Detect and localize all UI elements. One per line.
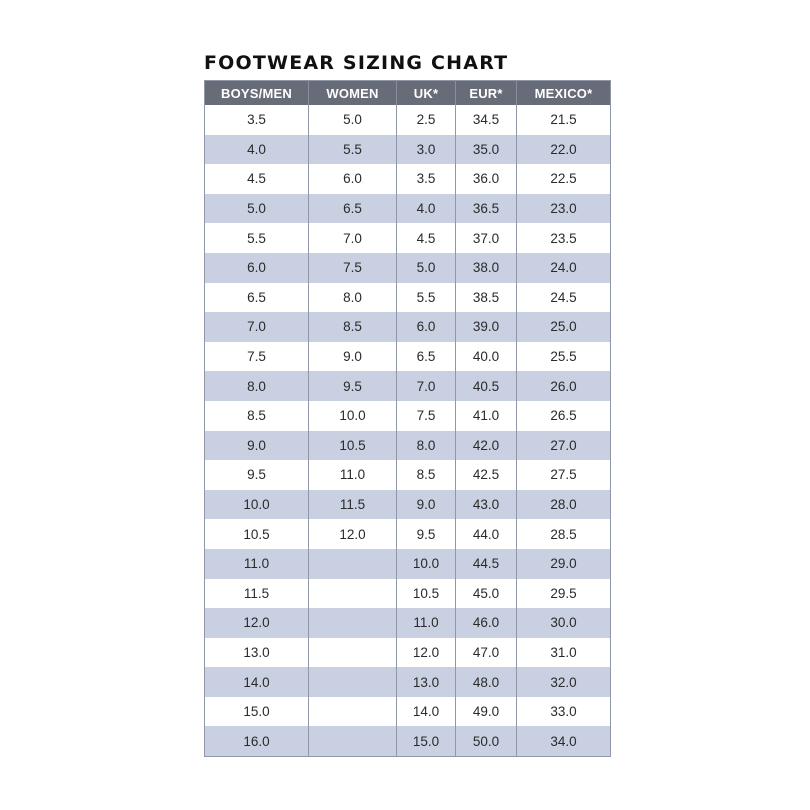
cell-eur: 39.0 <box>456 312 517 342</box>
cell-mexico: 28.0 <box>517 490 611 520</box>
cell-mexico: 25.5 <box>517 342 611 372</box>
cell-uk: 10.5 <box>397 579 456 609</box>
cell-eur: 34.5 <box>456 105 517 135</box>
cell-boys-men: 6.0 <box>205 253 309 283</box>
cell-women: 12.0 <box>309 519 397 549</box>
table-body <box>205 105 611 757</box>
cell-eur: 50.0 <box>456 726 517 756</box>
cell-women <box>309 549 397 579</box>
table-row <box>205 283 611 313</box>
cell-uk: 3.0 <box>397 135 456 165</box>
cell-uk: 9.5 <box>397 519 456 549</box>
cell-boys-men: 8.5 <box>205 401 309 431</box>
cell-eur: 37.0 <box>456 223 517 253</box>
table-row <box>205 549 611 579</box>
cell-mexico: 23.5 <box>517 223 611 253</box>
cell-women: 9.0 <box>309 342 397 372</box>
cell-women <box>309 726 397 756</box>
cell-women: 7.0 <box>309 223 397 253</box>
cell-women: 8.5 <box>309 312 397 342</box>
cell-women: 6.0 <box>309 164 397 194</box>
cell-boys-men: 15.0 <box>205 697 309 727</box>
table-row <box>205 164 611 194</box>
cell-boys-men: 8.0 <box>205 371 309 401</box>
table-row <box>205 667 611 697</box>
cell-uk: 5.5 <box>397 283 456 313</box>
cell-uk: 6.5 <box>397 342 456 372</box>
cell-boys-men: 3.5 <box>205 105 309 135</box>
cell-boys-men: 13.0 <box>205 638 309 668</box>
cell-mexico: 24.0 <box>517 253 611 283</box>
cell-uk: 3.5 <box>397 164 456 194</box>
cell-women: 11.5 <box>309 490 397 520</box>
cell-women: 9.5 <box>309 371 397 401</box>
cell-uk: 8.0 <box>397 431 456 461</box>
cell-eur: 35.0 <box>456 135 517 165</box>
cell-uk: 13.0 <box>397 667 456 697</box>
table-row <box>205 579 611 609</box>
cell-women <box>309 579 397 609</box>
cell-mexico: 23.0 <box>517 194 611 224</box>
cell-mexico: 26.0 <box>517 371 611 401</box>
cell-uk: 11.0 <box>397 608 456 638</box>
cell-women <box>309 667 397 697</box>
table-row <box>205 135 611 165</box>
column-header-boys-men: BOYS/MEN <box>205 81 309 106</box>
cell-boys-men: 7.5 <box>205 342 309 372</box>
cell-boys-men: 12.0 <box>205 608 309 638</box>
cell-mexico: 30.0 <box>517 608 611 638</box>
cell-uk: 5.0 <box>397 253 456 283</box>
table-row <box>205 460 611 490</box>
table-row <box>205 312 611 342</box>
column-header-uk: UK* <box>397 81 456 106</box>
cell-boys-men: 11.0 <box>205 549 309 579</box>
cell-boys-men: 4.0 <box>205 135 309 165</box>
cell-boys-men: 4.5 <box>205 164 309 194</box>
cell-eur: 42.0 <box>456 431 517 461</box>
cell-women <box>309 697 397 727</box>
table-row <box>205 431 611 461</box>
cell-eur: 38.0 <box>456 253 517 283</box>
table-row <box>205 371 611 401</box>
cell-mexico: 32.0 <box>517 667 611 697</box>
cell-uk: 8.5 <box>397 460 456 490</box>
table-row <box>205 342 611 372</box>
cell-uk: 15.0 <box>397 726 456 756</box>
header-row <box>205 81 611 106</box>
cell-mexico: 25.0 <box>517 312 611 342</box>
cell-women: 8.0 <box>309 283 397 313</box>
cell-women: 10.0 <box>309 401 397 431</box>
cell-boys-men: 7.0 <box>205 312 309 342</box>
cell-mexico: 22.5 <box>517 164 611 194</box>
chart-title: FOOTWEAR SIZING CHART <box>204 52 509 74</box>
cell-eur: 36.0 <box>456 164 517 194</box>
cell-mexico: 29.0 <box>517 549 611 579</box>
cell-boys-men: 16.0 <box>205 726 309 756</box>
cell-mexico: 29.5 <box>517 579 611 609</box>
cell-boys-men: 9.0 <box>205 431 309 461</box>
cell-uk: 6.0 <box>397 312 456 342</box>
cell-mexico: 31.0 <box>517 638 611 668</box>
table-row <box>205 519 611 549</box>
cell-boys-men: 5.5 <box>205 223 309 253</box>
cell-women <box>309 638 397 668</box>
cell-uk: 2.5 <box>397 105 456 135</box>
cell-uk: 9.0 <box>397 490 456 520</box>
table-row <box>205 638 611 668</box>
cell-mexico: 22.0 <box>517 135 611 165</box>
cell-mexico: 34.0 <box>517 726 611 756</box>
cell-mexico: 27.5 <box>517 460 611 490</box>
column-header-mexico: MEXICO* <box>517 81 611 106</box>
cell-boys-men: 6.5 <box>205 283 309 313</box>
column-header-women: WOMEN <box>309 81 397 106</box>
cell-uk: 12.0 <box>397 638 456 668</box>
cell-uk: 10.0 <box>397 549 456 579</box>
table-row <box>205 726 611 756</box>
cell-eur: 44.0 <box>456 519 517 549</box>
cell-eur: 45.0 <box>456 579 517 609</box>
cell-women: 10.5 <box>309 431 397 461</box>
table-row <box>205 253 611 283</box>
cell-boys-men: 5.0 <box>205 194 309 224</box>
cell-women: 5.0 <box>309 105 397 135</box>
cell-uk: 14.0 <box>397 697 456 727</box>
cell-uk: 4.5 <box>397 223 456 253</box>
cell-mexico: 24.5 <box>517 283 611 313</box>
cell-mexico: 27.0 <box>517 431 611 461</box>
cell-mexico: 33.0 <box>517 697 611 727</box>
cell-women: 6.5 <box>309 194 397 224</box>
table-row <box>205 697 611 727</box>
column-header-eur: EUR* <box>456 81 517 106</box>
cell-eur: 49.0 <box>456 697 517 727</box>
cell-eur: 36.5 <box>456 194 517 224</box>
cell-eur: 44.5 <box>456 549 517 579</box>
table-row <box>205 490 611 520</box>
cell-eur: 40.0 <box>456 342 517 372</box>
cell-eur: 47.0 <box>456 638 517 668</box>
cell-eur: 48.0 <box>456 667 517 697</box>
table-header <box>205 81 611 106</box>
cell-mexico: 26.5 <box>517 401 611 431</box>
cell-eur: 40.5 <box>456 371 517 401</box>
cell-eur: 38.5 <box>456 283 517 313</box>
cell-boys-men: 10.0 <box>205 490 309 520</box>
cell-uk: 4.0 <box>397 194 456 224</box>
cell-women <box>309 608 397 638</box>
cell-eur: 41.0 <box>456 401 517 431</box>
table-row <box>205 401 611 431</box>
cell-eur: 42.5 <box>456 460 517 490</box>
cell-women: 5.5 <box>309 135 397 165</box>
cell-eur: 46.0 <box>456 608 517 638</box>
cell-eur: 43.0 <box>456 490 517 520</box>
table-row <box>205 608 611 638</box>
cell-mexico: 28.5 <box>517 519 611 549</box>
cell-boys-men: 10.5 <box>205 519 309 549</box>
cell-women: 7.5 <box>309 253 397 283</box>
sizing-table <box>204 80 611 757</box>
cell-boys-men: 14.0 <box>205 667 309 697</box>
cell-uk: 7.5 <box>397 401 456 431</box>
cell-boys-men: 11.5 <box>205 579 309 609</box>
table-row <box>205 105 611 135</box>
cell-women: 11.0 <box>309 460 397 490</box>
cell-mexico: 21.5 <box>517 105 611 135</box>
table-row <box>205 223 611 253</box>
cell-boys-men: 9.5 <box>205 460 309 490</box>
cell-uk: 7.0 <box>397 371 456 401</box>
table-row <box>205 194 611 224</box>
